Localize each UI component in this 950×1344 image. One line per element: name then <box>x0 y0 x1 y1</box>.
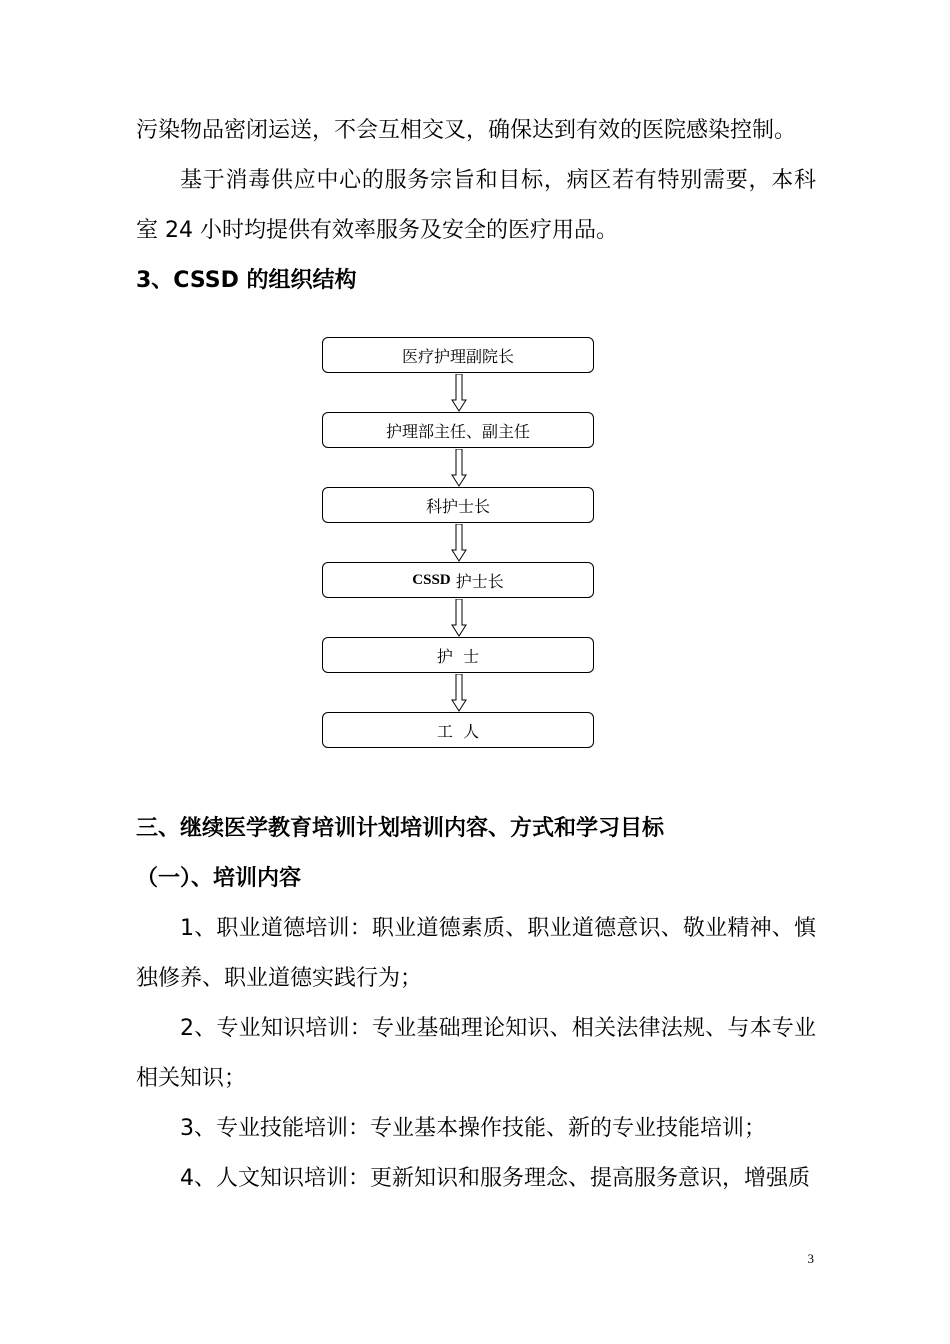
down-arrow-icon <box>451 524 467 562</box>
page-number: 3 <box>807 1251 814 1266</box>
down-arrow-icon <box>451 449 467 487</box>
org-node-cssd-head-nurse <box>322 562 594 598</box>
section-3-subtitle: （一）、培训内容 <box>136 866 302 891</box>
org-node-dept-head-nurse: 科护士长 <box>322 487 594 523</box>
heading-cssd-structure: 3、CSSD 的组织结构 <box>136 268 357 293</box>
training-item-4: 4、人文知识培训：更新知识和服务理念、提高服务意识，增强质 <box>180 1166 810 1191</box>
down-arrow-icon <box>451 599 467 637</box>
body-paragraph-service: 基于消毒供应中心的服务宗旨和目标，病区若有特别需要，本科室 24 小时均提供有效率服务及安全的医疗用品。 <box>136 168 816 243</box>
training-item-2: 2、专业知识培训：专业基础理论知识、相关法律法规、与本专业相关知识； <box>136 1016 816 1091</box>
training-item-3: 3、专业技能培训：专业基本操作技能、新的专业技能培训； <box>180 1116 766 1141</box>
body-line-1: 污染物品密闭运送，不会互相交叉，确保达到有效的医院感染控制。 <box>136 118 797 143</box>
training-item-1: 1、职业道德培训：职业道德素质、职业道德意识、敬业精神、慎独修养、职业道德实践行为； <box>136 916 816 991</box>
cssd-label: CSSD <box>412 571 451 588</box>
down-arrow-icon <box>451 374 467 412</box>
down-arrow-icon <box>451 674 467 712</box>
org-node-nursing-director: 护理部主任、副主任 <box>322 412 594 448</box>
org-chart <box>320 335 600 755</box>
org-node-worker: 工 人 <box>322 712 594 748</box>
head-nurse-label: 护士长 <box>455 571 504 591</box>
org-node-vice-president: 医疗护理副院长 <box>322 337 594 373</box>
section-3-title: 三、继续医学教育培训计划培训内容、方式和学习目标 <box>136 816 665 841</box>
org-node-nurse: 护 士 <box>322 637 594 673</box>
